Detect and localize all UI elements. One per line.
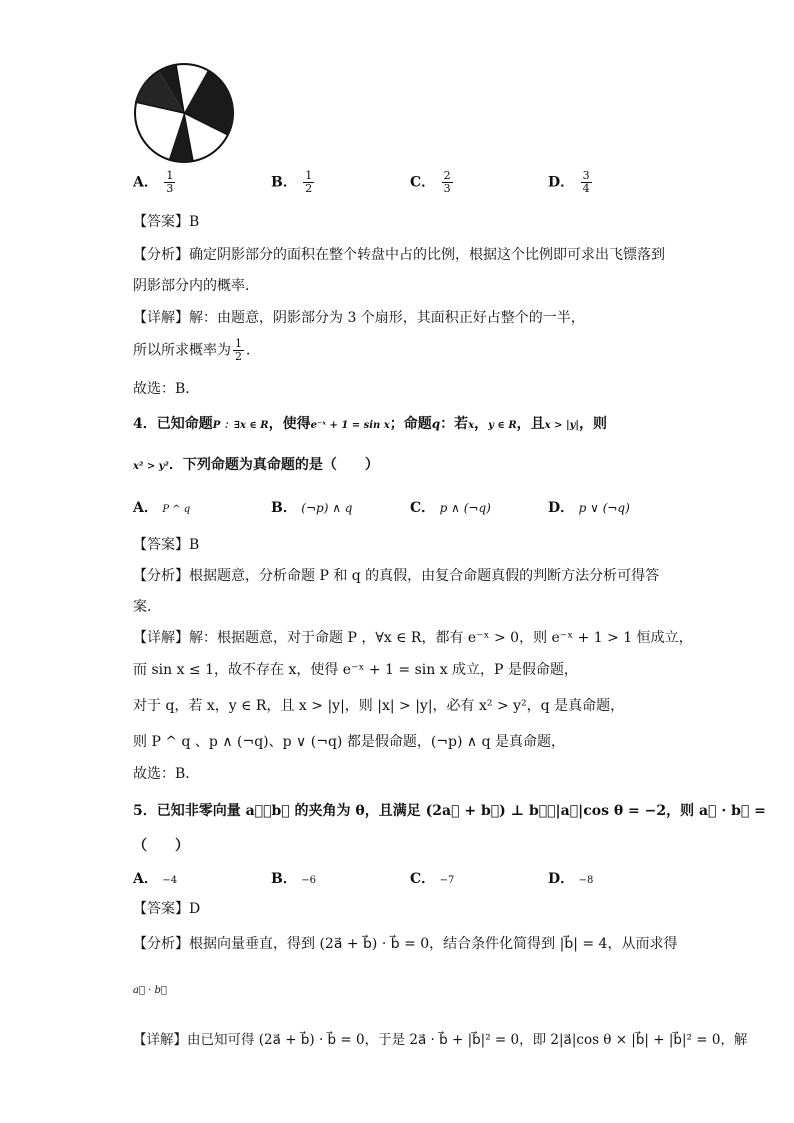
q5-stem-line-1: 5．已知非零向量 a⃗，b⃗ 的夹角为 θ，且满足 (2a⃗ + b⃗) ⊥ b⃗，|a⃗|cos θ = −2，则 a⃗ · b⃗ = bbox=[133, 803, 766, 819]
q5-stem-line-2: （ ） bbox=[133, 838, 189, 854]
analysis-tag: 【分析】 bbox=[133, 247, 189, 263]
q3-option-d: D． $\frac{3}{4}$ bbox=[548, 169, 590, 195]
q3-choose: 故选：B. bbox=[133, 381, 190, 397]
q4-option-a: A． P ^ q bbox=[133, 500, 191, 516]
q4-detail-line-3: 对于 q，若 x，y ∈ R，且 x > |y|，则 |x| > |y|，必有 x² > y²，q 是真命题， bbox=[133, 698, 625, 714]
q3-option-c: C． $\frac{2}{3}$ bbox=[410, 169, 451, 195]
answer-tag: 【答案】 bbox=[133, 537, 189, 553]
q4-option-b: B． (¬p) ∧ q bbox=[271, 500, 353, 516]
q5-option-c: C． −7 bbox=[410, 871, 455, 887]
answer-tag: 【答案】 bbox=[133, 901, 189, 917]
q4-choose: 故选：B． bbox=[133, 766, 200, 782]
answer-tag: 【答案】 bbox=[133, 214, 189, 230]
q3-analysis-line-1: 【分析】确定阴影部分的面积在整个转盘中占的比例，根据这个比例即可求出飞镖落到 bbox=[133, 247, 665, 263]
detail-tag: 【详解】 bbox=[133, 630, 189, 646]
q3-option-a: A． $\frac{1}{3}$ bbox=[133, 169, 174, 195]
analysis-tag: 【分析】 bbox=[133, 568, 189, 584]
q5-analysis-line-1: 【分析】根据向量垂直，得到 (2a⃗ + b⃗) · b⃗ = 0，结合条件化简得到 |b⃗| = 4，从而求得 bbox=[133, 936, 678, 952]
q3-option-b: B． $\frac{1}{2}$ bbox=[271, 169, 313, 195]
q3-detail-line-2: 所以所求概率为 $\frac{1}{2}$ ． bbox=[133, 337, 260, 363]
q4-detail-line-1: 【详解】解：根据题意，对于命题 P ，∀x ∈ R，都有 e⁻ˣ > 0，则 e⁻ˣ + 1 > 1 恒成立， bbox=[133, 630, 693, 646]
q4-option-c: C． p ∧ (¬q) bbox=[410, 500, 491, 516]
q3-detail-line-1: 【详解】解：由题意，阴影部分为 3 个扇形，其面积正好占整个的一半， bbox=[133, 310, 585, 326]
q3-analysis-line-2: 阴影部分内的概率． bbox=[133, 278, 259, 294]
detail-tag: 【详解】 bbox=[133, 310, 189, 326]
q4-stem-line-2: x² > y²．下列命题为真命题的是（ ） bbox=[133, 457, 379, 473]
q4-analysis-line-2: 案． bbox=[133, 599, 161, 615]
q5-analysis-line-2: a⃗ · b⃗ bbox=[133, 985, 167, 996]
q4-detail-line-2: 而 sin x ≤ 1，故不存在 x，使得 e⁻ˣ + 1 = sin x 成立，P 是假命题， bbox=[133, 662, 578, 678]
q5-option-a: A． −4 bbox=[133, 871, 178, 887]
q4-detail-line-4: 则 P ^ q 、p ∧ (¬q)、p ∨ (¬q) 都是假命题，(¬p) ∧ q 是真命题， bbox=[133, 734, 565, 750]
q5-option-b: B． −6 bbox=[271, 871, 317, 887]
q5-detail-line-1: 【详解】由已知可得 (2a⃗ + b⃗) · b⃗ = 0，于是 2a⃗ · b⃗ + |b⃗|² = 0，即 2|a⃗|cos θ × |b⃗| + |b⃗|² = 0，解 bbox=[133, 1032, 748, 1048]
q5-option-d: D． −8 bbox=[548, 871, 594, 887]
q4-stem-line-1: 4．已知命题P ：∃x ∈ R，使得e⁻ˣ + 1 = sin x；命题q：若x，y ∈ R，且x > |y|，则 bbox=[133, 416, 608, 432]
analysis-tag: 【分析】 bbox=[133, 936, 189, 952]
spinner-figure bbox=[133, 62, 235, 164]
q5-answer: 【答案】D bbox=[133, 901, 201, 917]
q4-option-d: D． p ∨ (¬q) bbox=[548, 500, 630, 516]
detail-tag: 【详解】 bbox=[133, 1032, 187, 1048]
q4-analysis-line-1: 【分析】根据题意，分析命题 P 和 q 的真假，由复合命题真假的判断方法分析可得答 bbox=[133, 568, 660, 584]
q4-answer: 【答案】B bbox=[133, 537, 200, 553]
q3-answer: 【答案】B bbox=[133, 214, 200, 230]
